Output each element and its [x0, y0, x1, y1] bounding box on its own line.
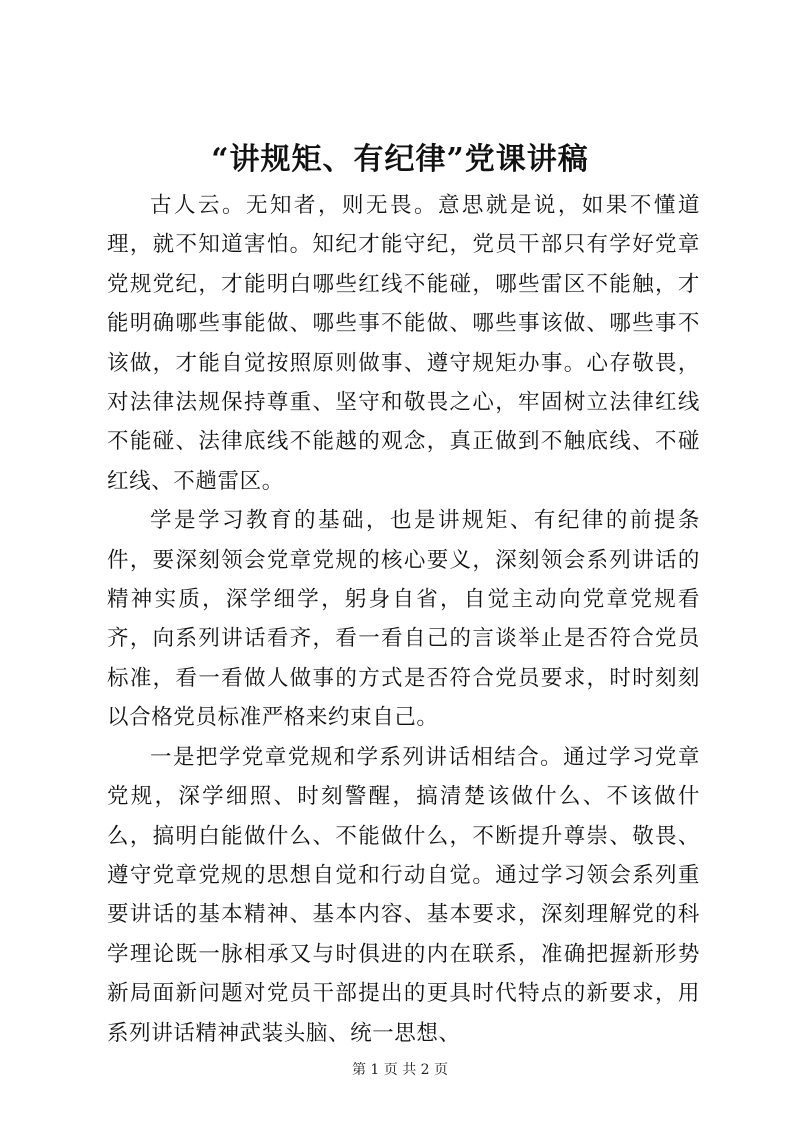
- paragraph-1: 古人云。无知者，则无畏。意思就是说，如果不懂道理，就不知道害怕。知纪才能守纪，党员干部只有学好党章党规党纪，才能明白哪些红线不能碰，哪些雷区不能触，才能明确哪些事能做、哪些事不能做、哪些事该做、哪些事不该做，才能自觉按照原则做事、遵守规矩办事。心存敬畏，对法律法规保持尊重、坚守和敬畏之心，牢固树立法律红线不能碰、法律底线不能越的观念，真正做到不触底线、不碰红线、不趟雷区。: [107, 193, 700, 494]
- paragraph-2: 学是学习教育的基础，也是讲规矩、有纪律的前提条件，要深刻领会党章党规的核心要义，深刻领会系列讲话的精神实质，深学细学，躬身自省，自觉主动向党章党规看齐，向系列讲话看齐，看一看自己的言谈举止是否符合党员标准，看一看做人做事的方式是否符合党员要求，时时刻刻以合格党员标准严格来约束自己。: [107, 508, 700, 731]
- paragraph-3: 一是把学党章党规和学系列讲话相结合。通过学习党章党规，深学细照、时刻警醒，搞清楚该做什么、不该做什么，搞明白能做什么、不能做什么，不断提升尊崇、敬畏、遵守党章党规的思想自觉和行动自觉。通过学习领会系列重要讲话的基本精神、基本内容、基本要求，深刻理解党的科学理论既一脉相承又与时俱进的内在联系，准确把握新形势新局面新问题对党员干部提出的更具时代特点的新要求，用系列讲话精神武装头脑、统一思想、: [107, 744, 700, 1046]
- page-footer: 第 1 页 共 2 页: [351, 1062, 449, 1078]
- document-body: [107, 186, 700, 1053]
- page-title: “讲规矩、有纪律”党课讲稿: [211, 142, 589, 177]
